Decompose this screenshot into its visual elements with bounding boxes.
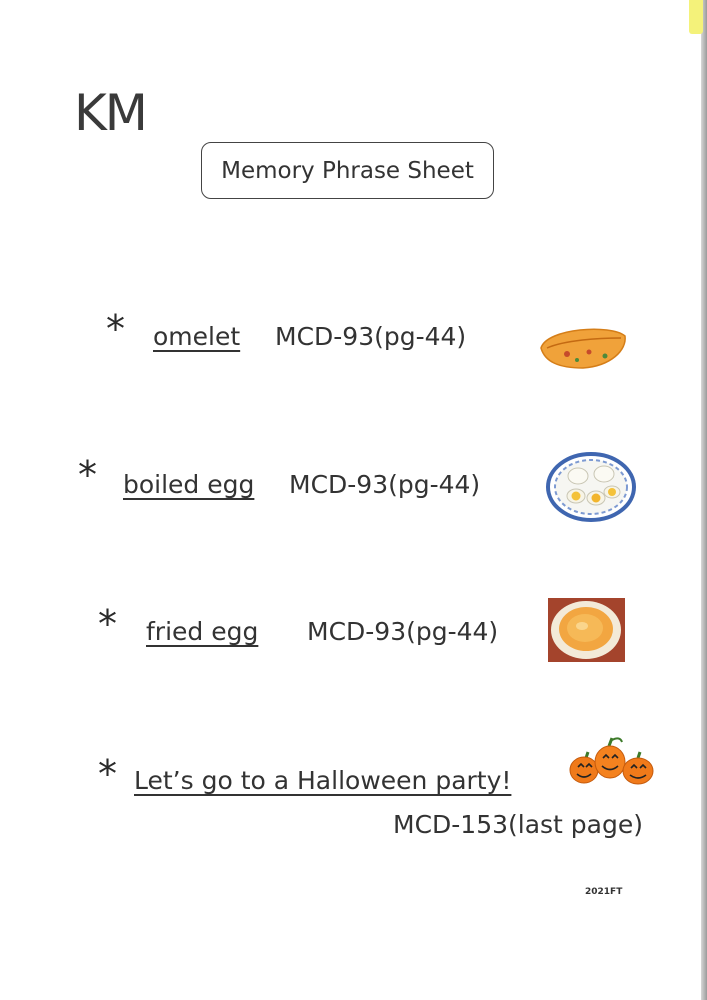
reference-boiled-egg: MCD-93(pg-44) [289, 470, 481, 499]
omelet-icon [537, 322, 629, 372]
phrase-fried-egg: fried egg [146, 617, 259, 646]
pumpkins-icon [566, 734, 658, 788]
bullet-star: * [106, 307, 125, 351]
initials: KM [74, 84, 146, 142]
sticky-tab [689, 0, 703, 34]
bullet-star: * [98, 752, 117, 796]
fried-egg-plate-icon [548, 598, 625, 662]
boiled-egg-plate-icon [546, 452, 636, 522]
page-edge [701, 0, 707, 1000]
footer-tag: 2021FT [585, 887, 623, 897]
reference-fried-egg: MCD-93(pg-44) [307, 617, 499, 646]
phrase-halloween: Let’s go to a Halloween party! [134, 766, 512, 795]
phrase-omelet: omelet [153, 322, 241, 351]
phrase-boiled-egg: boiled egg [123, 470, 255, 499]
title-box [201, 142, 494, 199]
reference-omelet: MCD-93(pg-44) [275, 322, 467, 351]
reference-halloween: MCD-153(last page) [393, 810, 643, 839]
bullet-star: * [98, 602, 117, 646]
bullet-star: * [78, 453, 97, 497]
page-title: Memory Phrase Sheet [221, 157, 474, 184]
